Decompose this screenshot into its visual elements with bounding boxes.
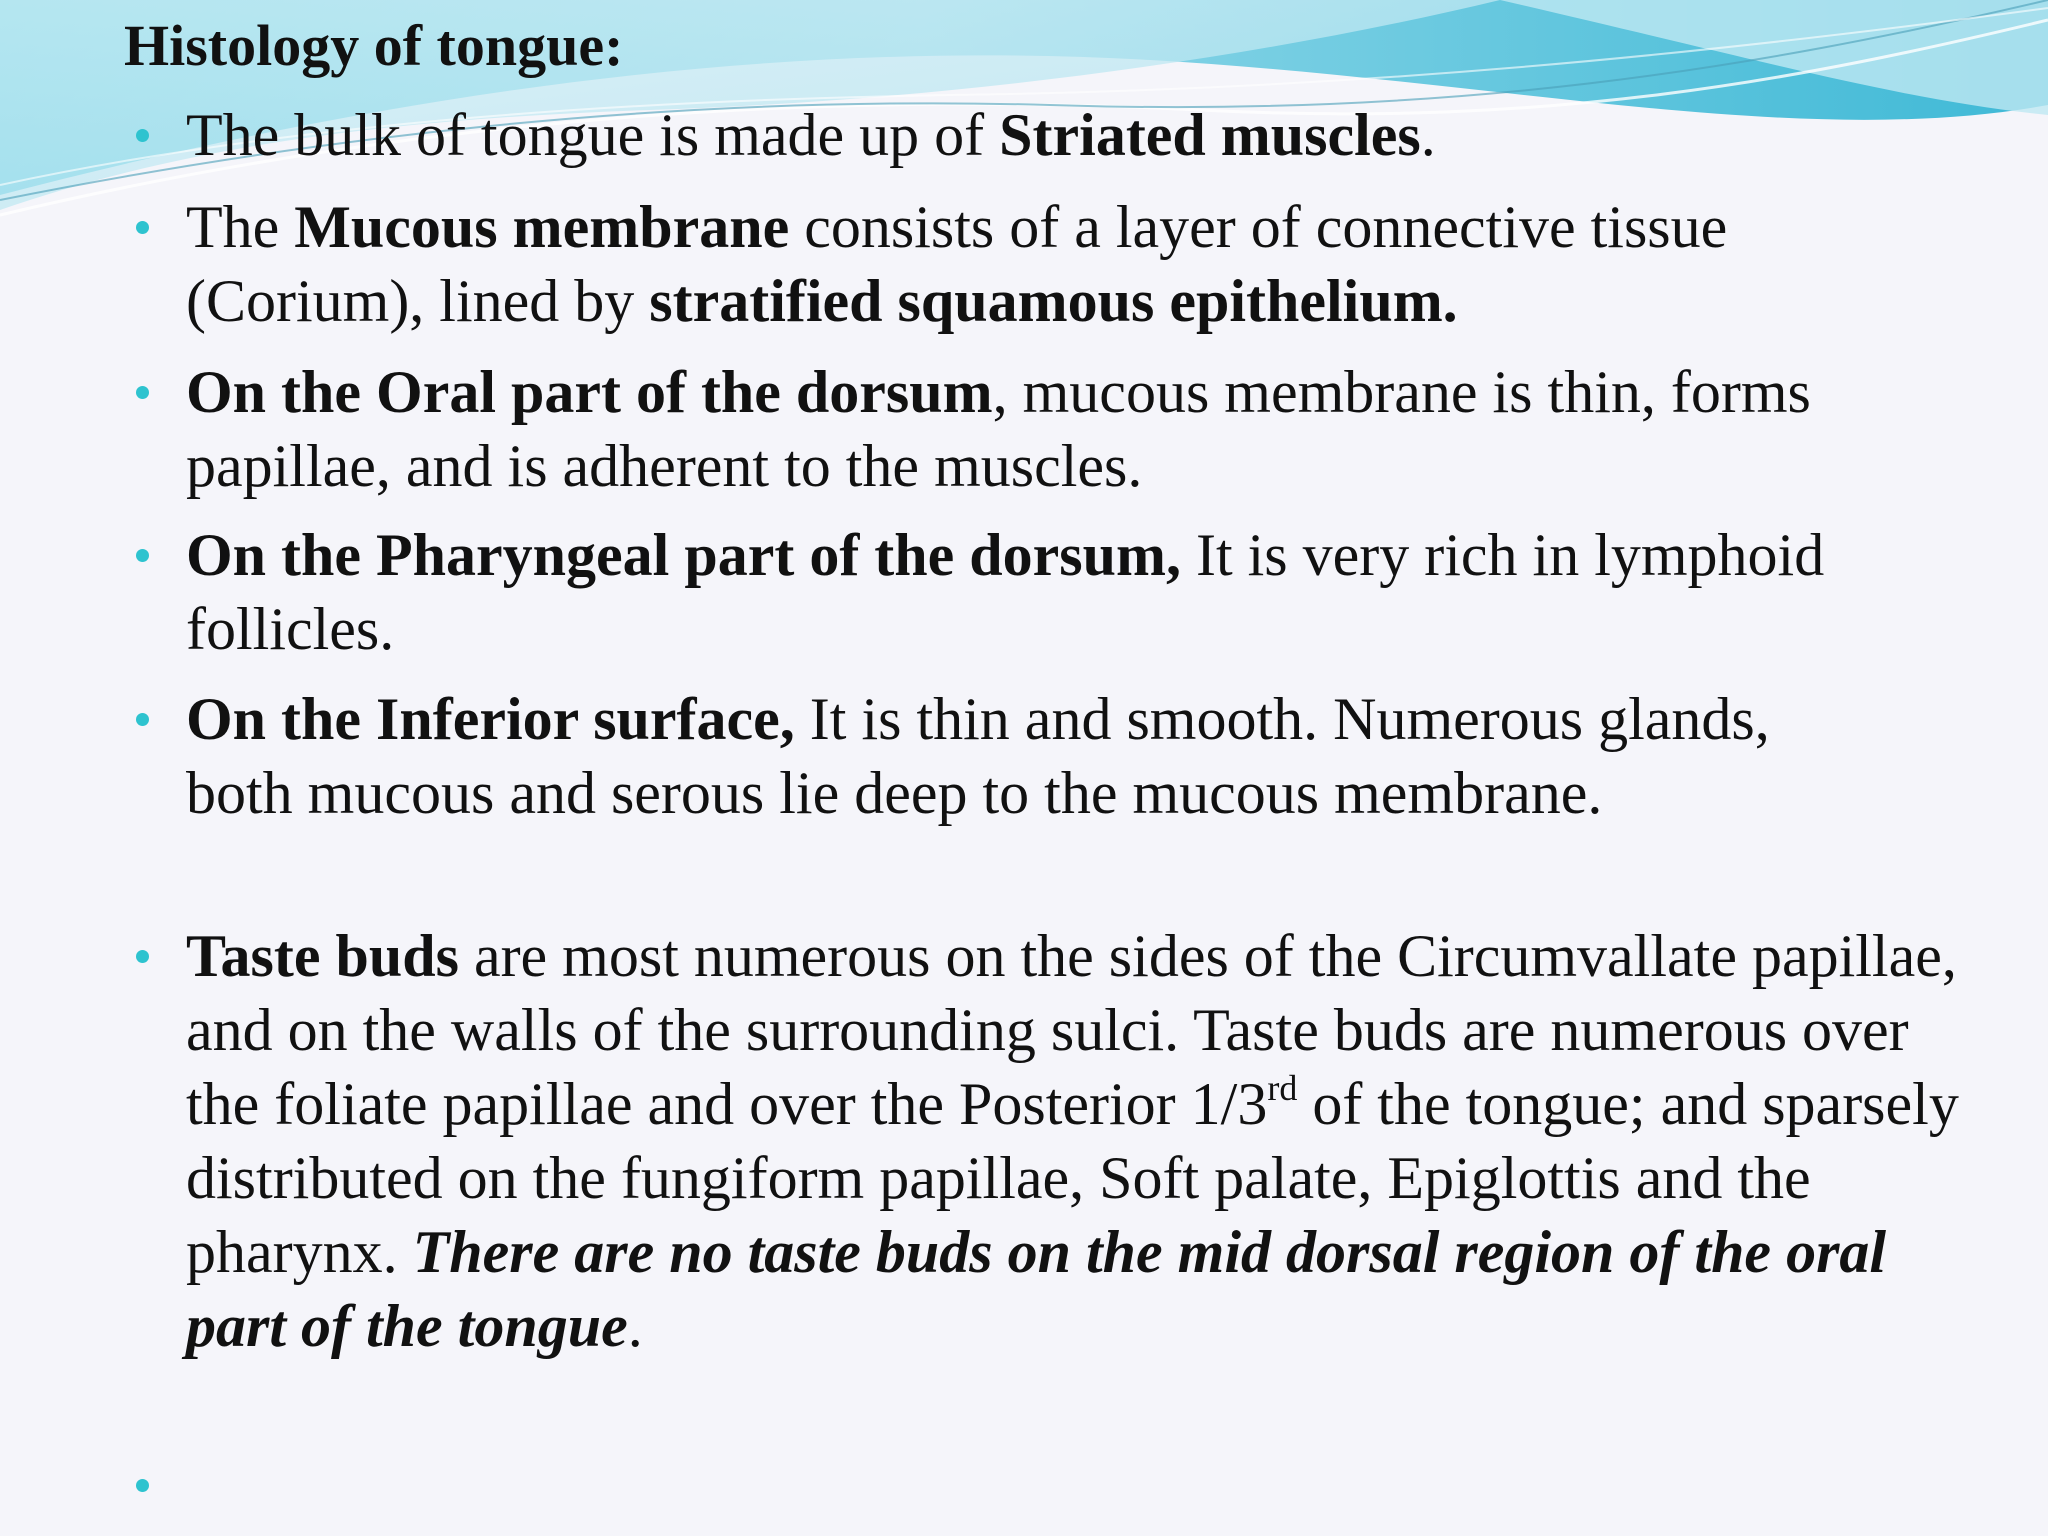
bullet-marker bbox=[124, 98, 160, 172]
bullet-marker bbox=[124, 682, 160, 756]
bullet-2-text-d: stratified squamous epithelium. bbox=[649, 268, 1458, 334]
bullet-3-text-b: , mucous membrane is thin, forms papillae, and is adherent to the muscles. bbox=[186, 359, 1811, 499]
bullet-item-3 bbox=[186, 355, 1886, 503]
bullet-3-text-a: On the Oral part of the dorsum bbox=[186, 359, 993, 425]
bullet-item-2 bbox=[186, 190, 1976, 338]
bullet-6-text-e: . bbox=[627, 1293, 643, 1359]
bullet-marker bbox=[124, 518, 160, 592]
bullet-item-1 bbox=[186, 98, 1986, 172]
bullet-item-4 bbox=[186, 518, 1826, 666]
bullet-1-text-a: The bulk of tongue is made up of bbox=[186, 102, 1000, 168]
bullet-6-superscript: rd bbox=[1267, 1068, 1298, 1108]
bullet-4-text-b: It is very rich in lymphoid follicles. bbox=[186, 522, 1825, 662]
bullet-marker bbox=[124, 355, 160, 429]
slide-title: Histology of tongue: bbox=[124, 13, 624, 78]
bullet-item-5 bbox=[186, 682, 1826, 830]
bullet-4-text-a: On the Pharyngeal part of the dorsum, bbox=[186, 522, 1181, 588]
bullet-marker bbox=[124, 190, 160, 264]
bullet-marker bbox=[124, 1448, 160, 1522]
bullet-2-text-a: The bbox=[186, 194, 295, 260]
bullet-2-text-c: consists of a layer of connective tissue (Corium), lined by bbox=[186, 194, 1728, 334]
bullet-6-text-c: of the tongue; and sparsely distributed on the fungiform papillae, Soft palate, Epiglottis and the pharynx. bbox=[186, 1071, 1959, 1285]
bullet-5-text-a: On the Inferior surface, bbox=[186, 686, 795, 752]
bullet-6-text-d: There are no taste buds on the mid dorsal region of the oral part of the tongue bbox=[186, 1219, 1887, 1359]
bullet-6-text-a: Taste buds bbox=[186, 923, 459, 989]
bullet-1-text-b: Striated muscles bbox=[999, 102, 1421, 168]
bullet-2-text-b: Mucous membrane bbox=[294, 194, 790, 260]
bullet-marker bbox=[124, 919, 160, 993]
bullet-6-text-b: are most numerous on the sides of the Circumvallate papillae, and on the walls of the surrounding sulci. Taste buds are numerous over the foliate papillae and over the Posterior 1/3 bbox=[186, 923, 1957, 1137]
bullet-5-text-b: It is thin and smooth. Numerous glands, both mucous and serous lie deep to the mucous membrane. bbox=[186, 686, 1770, 826]
bullet-1-text-c: . bbox=[1420, 102, 1436, 168]
bullet-item-6 bbox=[186, 919, 1966, 1363]
